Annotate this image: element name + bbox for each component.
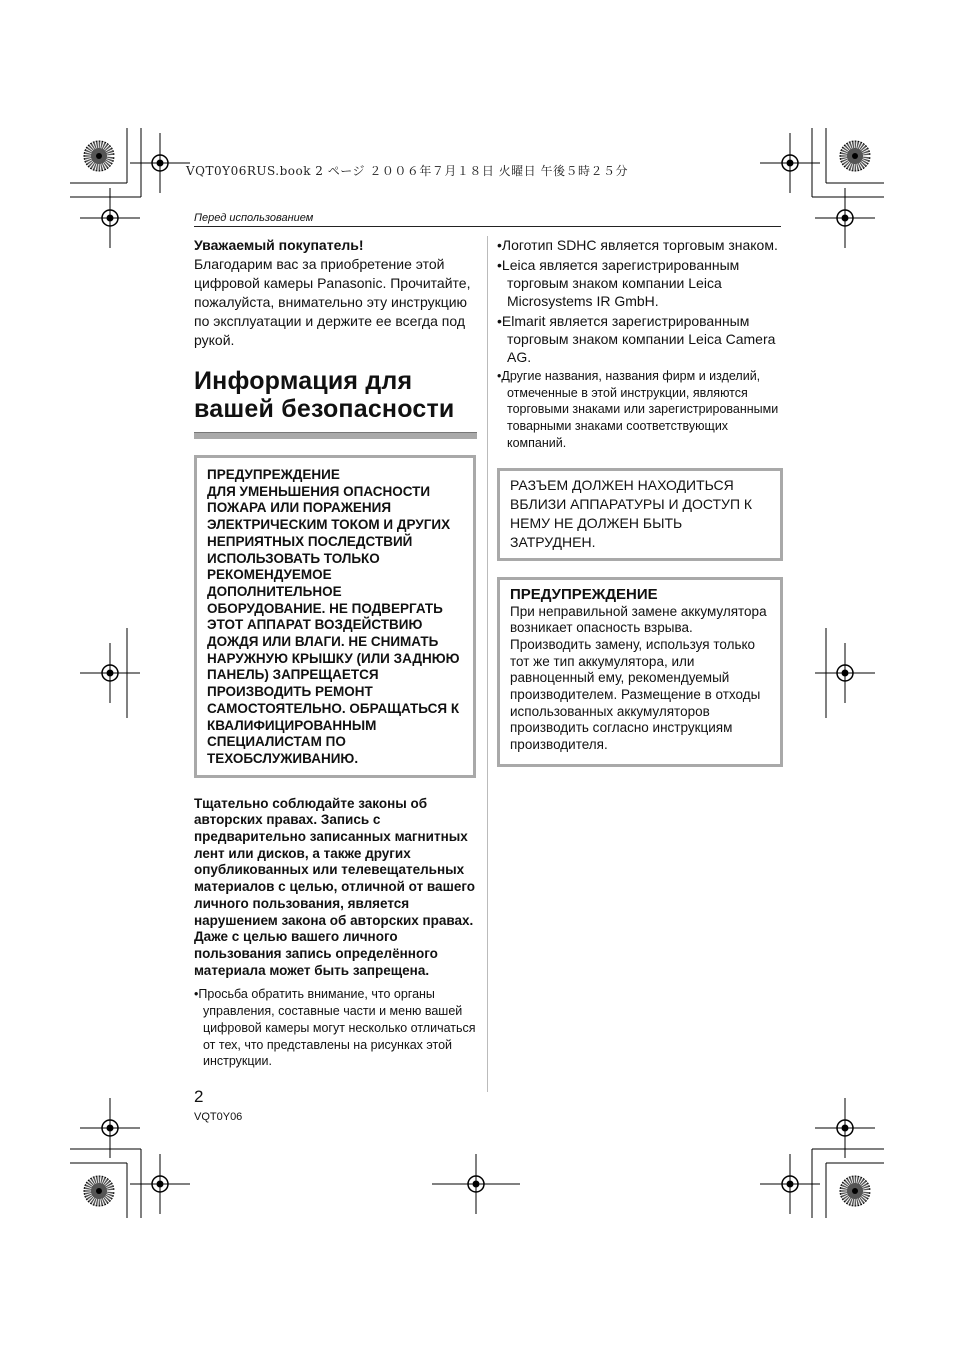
header-rule [194, 226, 781, 227]
greeting-title: Уважаемый покупатель! [194, 237, 364, 253]
right-column [497, 236, 783, 767]
note-item [194, 986, 476, 1070]
bullet-glyph: • [497, 369, 502, 383]
column-divider [487, 236, 488, 1092]
trademark-elmarit: Elmarit является зарегистрированным торговым знаком компании Leica Camera AG. [501, 313, 776, 365]
warning-box [194, 455, 476, 778]
list-item [497, 368, 783, 452]
greeting-text: Благодарим вас за приобретение этой цифровой камеры Panasonic. Прочитайте, пожалуйста, внимательно эту инструкцию по эксплуатации и держите ее всегда под рукой. [194, 256, 471, 348]
bullet-glyph: • [497, 313, 502, 329]
warning-box-text: ДЛЯ УМЕНЬШЕНИЯ ОПАСНОСТИ ПОЖАРА ИЛИ ПОРАЖЕНИЯ ЭЛЕКТРИЧЕСКИМ ТОКОМ И ДРУГИХ НЕПРИЯТНЫХ ПОСЛЕДСТВИЙ ИСПОЛЬЗОВАТЬ ТОЛЬКО РЕКОМЕНДУЕМОЕ ДОПОЛНИТЕЛЬНОЕ ОБОРУДОВАНИЕ. НЕ ПОДВЕРГАТЬ ЭТОТ АППАРАТ ВОЗДЕЙСТВИЮ ДОЖДЯ ИЛИ ВЛАГИ. НЕ СНИМАТЬ НАРУЖНУЮ КРЫШКУ (ИЛИ ЗАДНЮЮ ПАНЕЛЬ) ЗАПРЕЩАЕТСЯ ПРОИЗВОДИТЬ РЕМОНТ САМОСТОЯТЕЛЬНО. ОБРАЩАТЬСЯ К КВАЛИФИЦИРОВАННЫМ СПЕЦИАЛИСТАМ ПО ТЕХОБСЛУЖИВАНИЮ. [207, 483, 460, 766]
page-title [194, 367, 476, 423]
registration-cross-mark [80, 643, 140, 703]
registration-cross-mark [760, 133, 820, 193]
document-code: VQT0Y06 [194, 1111, 243, 1123]
file-header: VQT0Y06RUS.book 2 ページ ２００６年７月１８日 火曜日 午後５時２５分 [186, 164, 628, 178]
bullet-glyph: • [194, 987, 199, 1002]
registration-cross-mark [815, 643, 875, 703]
registration-cross-mark [130, 133, 190, 193]
registration-star-mark [840, 1176, 870, 1206]
title-underline-bar [194, 432, 477, 439]
copyright-notice: Тщательно соблюдайте законы об авторских правах. Запись с предварительно записанных магнитных лент или дисков, а также других опубликованных или телевещательных материалов с целью, отличной от вашего личного пользования, является нарушением закона об авторских правах. Даже с целью вашего личного пользования запись определённого материала может быть запрещена. [194, 795, 476, 978]
page-title-line-2: вашей безопасности [194, 395, 455, 423]
registration-cross-mark [130, 1154, 190, 1214]
bullet-glyph: • [497, 257, 502, 273]
battery-warning-title: ПРЕДУПРЕЖДЕНИЕ [510, 585, 658, 603]
bullet-glyph: • [497, 237, 502, 253]
battery-warning-box [497, 577, 783, 767]
list-item [497, 312, 783, 366]
trademark-leica: Leica является зарегистрированным торговым знаком компании Leica Microsystems IR GmbH. [501, 257, 740, 309]
trademark-other: Другие названия, названия фирм и изделий, отмеченные в этой инструкции, являются торговыми знаками или зарегистрированными товарными знаками соответствующих компаний. [501, 369, 779, 450]
battery-warning-text: При неправильной замене аккумулятора возникает опасность взрыва. Производить замену, используя только тот же тип аккумулятора, или равноценный ему, рекомендуемый производителем. Размещение в отходы использованных аккумуляторов производить согласно инструкциям производителя. [510, 603, 767, 753]
plug-notice-box: РАЗЪЕМ ДОЛЖЕН НАХОДИТЬСЯ ВБЛИЗИ АППАРАТУРЫ И ДОСТУП К НЕМУ НЕ ДОЛЖЕН БЫТЬ ЗАТРУДНЕН. [497, 468, 783, 561]
left-column [194, 236, 476, 1070]
page-title-line-1: Информация для [194, 367, 413, 395]
registration-star-mark [84, 141, 114, 171]
registration-cross-mark [760, 1154, 820, 1214]
page-number: 2 [194, 1087, 204, 1106]
registration-star-mark [840, 141, 870, 171]
registration-star-mark [84, 1176, 114, 1206]
list-item [497, 236, 783, 254]
note-text: Просьба обратить внимание, что органы управления, составные части и меню вашей цифровой камеры могут несколько отличаться от тех, что представлены на рисунках этой инструкции. [198, 987, 476, 1069]
section-label: Перед использованием [194, 212, 314, 224]
warning-box-title: ПРЕДУПРЕЖДЕНИЕ [207, 467, 340, 482]
trademark-sdhc: Логотип SDHC является торговым знаком. [501, 237, 778, 253]
list-item [497, 256, 783, 310]
